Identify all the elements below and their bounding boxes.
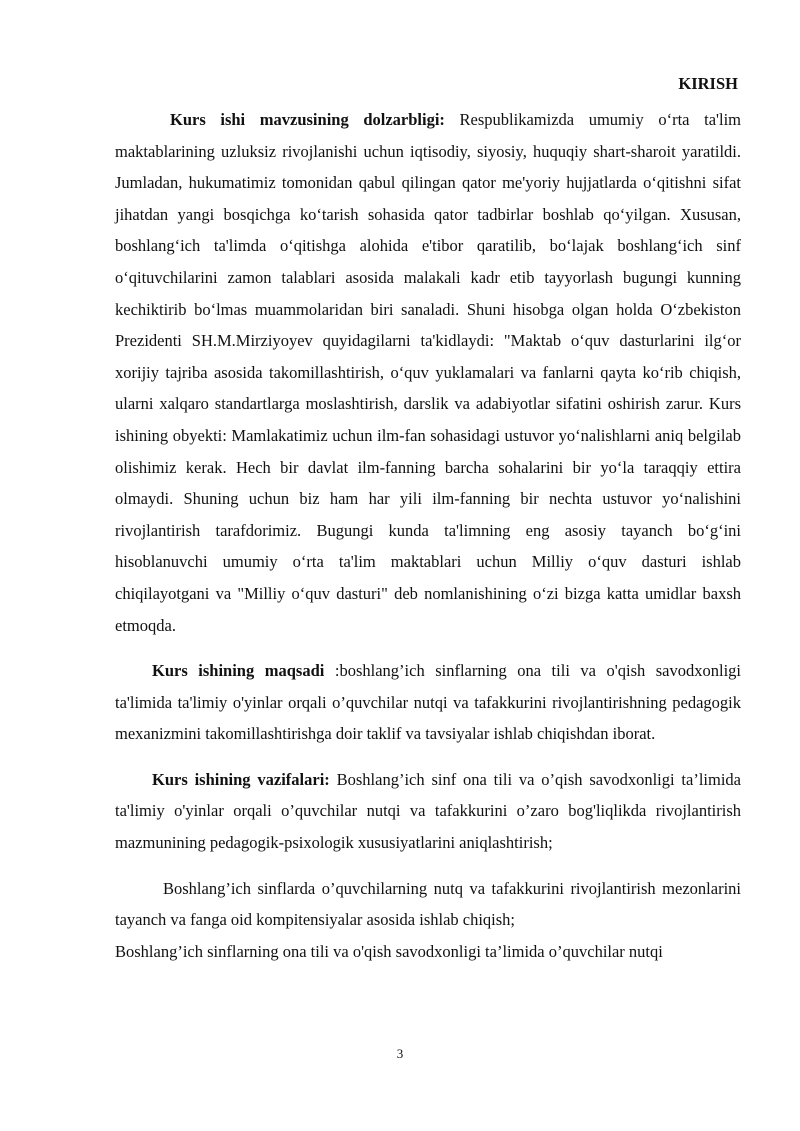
paragraph-goal bbox=[115, 655, 741, 750]
section-heading: KIRISH bbox=[678, 74, 738, 93]
paragraph-lead: Kurs ishining vazifalari: bbox=[152, 769, 330, 789]
paragraph-text: :boshlang’ich sinflarning ona tili va o'qish savodxonligi ta'limida ta'limiy o'yinlar orqali o’quvchilar nutqi va tafakkurini rivojlantirishning pedagogik mexanizmini takomillashtirishga doir taklif va tavsiyalar ishlab chiqishdan iborat. bbox=[115, 661, 742, 744]
paragraph-lead: Kurs ishining maqsadi bbox=[152, 661, 325, 681]
paragraph-text: Respublikamizda umumiy o‘rta ta'lim maktablarining uzluksiz rivojlanishi uchun iqtisodiy, siyosiy, huquqiy shart-sharoit yaratildi. Jumladan, hukumatimiz tomonidan qabul qilingan qator me'yoriy hujjatlarda o‘qitishni sifat jihatdan yangi bosqichga ko‘tarish sohasida qator tadbirlar boshlab qo‘yilgan. Xususan, boshlang‘ich ta'limda o‘qitishga alohida e'tibor qaratilib, bo‘lajak boshlang‘ich sinf o‘qituvchilarini zamon talablari asosida malakali kadr etib tayyorlash bugungi kunning kechiktirib bo‘lmas muammolaridan biri sanaladi. Shuni hisobga olgan holda O‘zbekiston Prezidenti SH.M.Mirziyoyev quyidagilarni ta'kidlaydi: "Maktab o‘quv dasturlarini ilg‘or xorijiy tajriba asosida takomillashtirish, o‘quv yuklamalari va fanlarni qayta ko‘rib chiqish, ularni xalqaro standartlarga moslashtirish, darslik va adabiyotlar sifatini oshirish zarur. Kurs ishining obyekti: Mamlakatimiz uchun ilm-fan sohasidagi ustuvor yo‘nalishlarni aniq belgilab olishimiz kerak. Hech bir davlat ilm-fanning barcha sohalarini bir yo‘la taraqqiy ettira olmaydi. Shuning uchun biz ham har yili ilm-fanning bir nechta ustuvor yo‘nalishini rivojlantirish tarafdorimiz. Bugungi kunda ta'limning eng asosiy tayanch bo‘g‘ini hisoblanuvchi umumiy o‘rta ta'lim maktablari uchun Milliy o‘quv dasturi ishlab chiqilayotgani va "Milliy o‘quv dasturi" deb nomlanishining o‘zi bizga katta umidlar baxsh etmoqda. bbox=[115, 110, 742, 635]
page-number: 3 bbox=[396, 1046, 404, 1061]
paragraph-relevance bbox=[115, 104, 741, 641]
paragraph-lead: Kurs ishi mavzusining dolzarbligi: bbox=[170, 110, 445, 129]
paragraph-continued: Boshlang’ich sinflarning ona tili va o'qish savodxonligi ta’limida o’quvchilar nutqi bbox=[115, 941, 663, 961]
document-body bbox=[115, 104, 741, 967]
paragraph-tasks bbox=[115, 764, 741, 859]
paragraph-text: Boshlang’ich sinf ona tili va o’qish savodxonligi ta’limida ta'limiy o'yinlar orqali o’quvchilar nutqi va tafakkurini o’zaro bog'liqlikda rivojlantirish mazmunining pedagogik-psixologik xususiyatlarini aniqlashtirish; bbox=[115, 769, 741, 853]
paragraph-criteria: Boshlang’ich sinflarda o’quvchilarning nutq va tafakkurini rivojlantirish mezonlarini tayanch va fanga oid kompitensiyalar asosida ishlab chiqish; bbox=[115, 878, 741, 930]
